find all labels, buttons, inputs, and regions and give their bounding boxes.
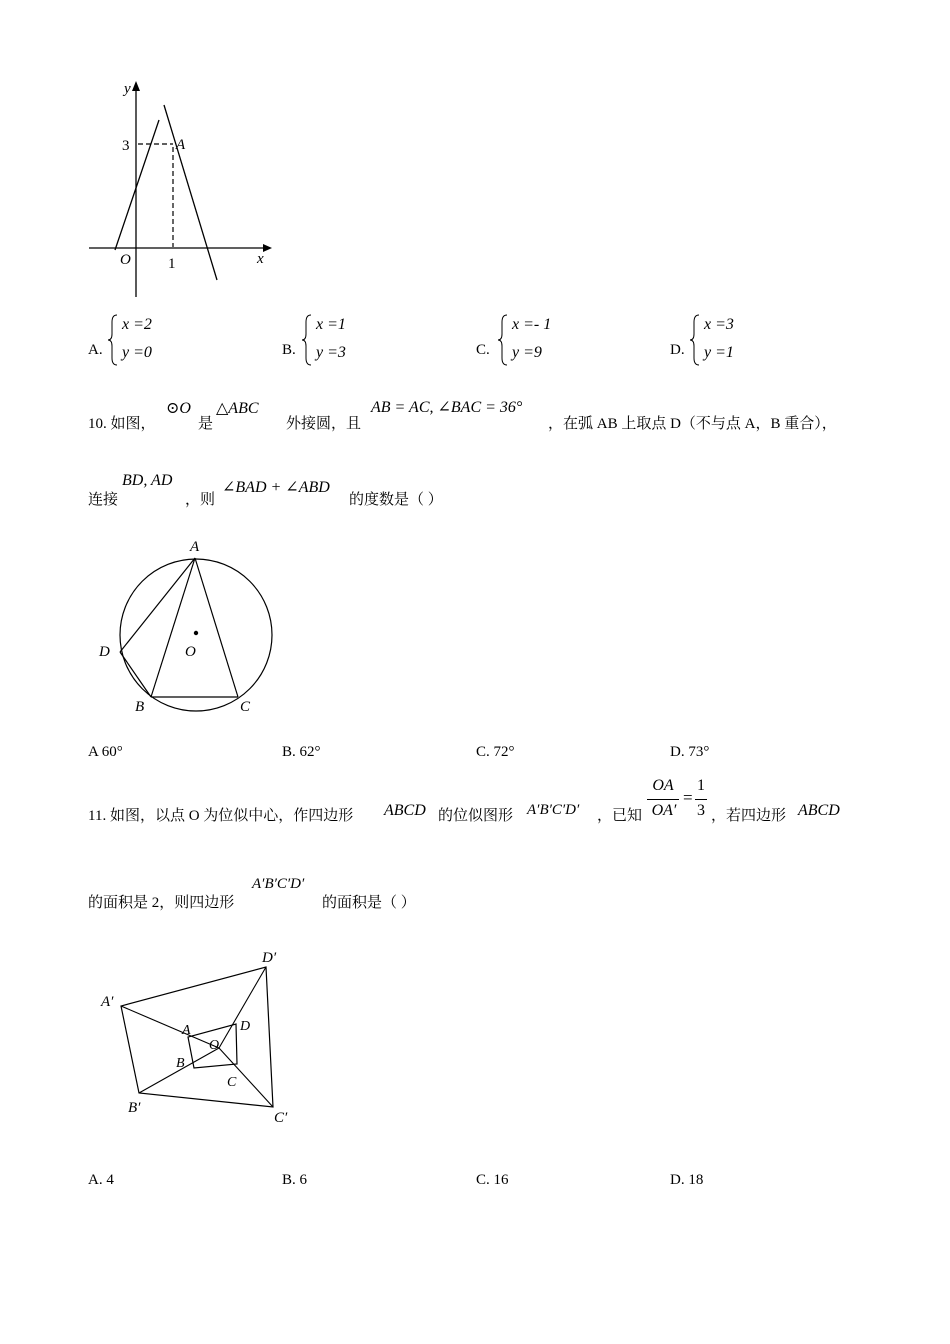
label-dprime: D′: [262, 950, 277, 966]
q10-ask: 的度数是（ ）: [349, 492, 443, 508]
equation-2: y =0: [122, 344, 152, 361]
homothety-figure: [95, 940, 305, 1130]
equation-1: x =3: [704, 316, 734, 333]
q11-quad-prime: A′B′C′D′: [527, 802, 580, 818]
q11-given: ，已知: [597, 808, 643, 824]
segment-ad: [120, 558, 195, 652]
q11-option-b[interactable]: B. 6: [282, 1172, 308, 1188]
q10-segments: BD, AD: [122, 472, 173, 489]
option-label: B.: [282, 342, 296, 358]
q10-option-c[interactable]: C. 72°: [476, 744, 515, 760]
option-label: D.: [670, 342, 685, 358]
equation-2: y =9: [512, 344, 542, 361]
line-decreasing: [164, 105, 217, 280]
x-axis-label: x: [257, 251, 264, 267]
brace-icon: [302, 314, 312, 366]
ray-o-dprime: [219, 967, 266, 1048]
q11-rhs-num: 1: [697, 777, 705, 794]
q11-option-c[interactable]: C. 16: [476, 1172, 509, 1188]
q10-number: 10. 如图，: [88, 416, 156, 432]
label-b: B: [176, 1056, 185, 1071]
equation-2: y =1: [704, 344, 734, 361]
brace-icon: [498, 314, 508, 366]
center-point: [194, 631, 198, 635]
label-o: O: [185, 644, 196, 660]
q11-number: 11. 如图，以点 O 为位似中心，作四边形: [88, 808, 354, 824]
y-tick-label: 3: [122, 138, 130, 154]
circle-triangle-figure: [92, 534, 292, 720]
q11-quad2: ABCD: [798, 802, 840, 819]
label-c: C: [240, 699, 251, 715]
label-bprime: B′: [128, 1100, 141, 1116]
label-aprime: A′: [101, 994, 114, 1010]
q11-line2-b: 的面积是（ ）: [322, 895, 416, 911]
label-o: O: [209, 1038, 220, 1053]
label-b: B: [135, 699, 145, 715]
q11-eq: =: [683, 788, 693, 807]
q10-is: 是: [198, 416, 214, 432]
q9-option-b[interactable]: [282, 312, 432, 368]
outer-quadrilateral: [121, 967, 273, 1107]
q10-option-a[interactable]: A 60°: [88, 744, 123, 760]
q10-angle-sum: ∠BAD + ∠ABD: [222, 479, 330, 496]
q11-line2-a: 的面积是 2，则四边形: [88, 895, 235, 911]
label-a: A: [190, 539, 200, 555]
q10-circle-o: ⊙O: [166, 400, 191, 417]
equation-2: y =3: [316, 344, 346, 361]
q11-rhs-den: 3: [697, 802, 705, 819]
q10-connect: 连接: [88, 492, 119, 508]
coordinate-graph: [85, 75, 275, 305]
q11-quad: ABCD: [384, 802, 426, 819]
option-label: C.: [476, 342, 490, 358]
label-d: D: [99, 644, 110, 660]
q9-option-c[interactable]: [476, 312, 626, 368]
q9-option-d[interactable]: [670, 312, 820, 368]
q10-condition: AB = AC, ∠BAC = 36°: [371, 399, 523, 416]
equation-1: x =2: [122, 316, 152, 333]
q10-tail: ，在弧 AB 上取点 D（不与点 A，B 重合），: [548, 416, 837, 432]
label-d: D: [240, 1019, 251, 1034]
x-tick-label: 1: [168, 256, 176, 272]
q10-triangle: △ABC: [216, 400, 259, 417]
q11-quad-prime2: A′B′C′D′: [252, 876, 305, 892]
q9-option-a[interactable]: [88, 312, 238, 368]
origin-label: O: [120, 252, 131, 268]
brace-icon: [108, 314, 118, 366]
segment-bd: [120, 652, 151, 697]
option-label: A.: [88, 342, 103, 358]
ray-o-aprime: [121, 1006, 219, 1048]
q11-option-a[interactable]: A. 4: [88, 1172, 114, 1188]
q11-rhs-bar: [695, 799, 707, 800]
brace-icon: [690, 314, 700, 366]
q11-if: ，若四边形: [711, 808, 787, 824]
q11-frac-num: OA: [652, 777, 674, 794]
y-axis-arrow: [132, 81, 140, 91]
segment-ab: [151, 558, 195, 697]
y-axis-label: y: [124, 81, 131, 97]
equation-1: x =- 1: [512, 316, 552, 333]
segment-ac: [195, 558, 238, 697]
q11-mid: 的位似图形: [438, 808, 514, 824]
label-cprime: C′: [274, 1110, 288, 1126]
label-a: A: [182, 1023, 191, 1038]
q10-option-b[interactable]: B. 62°: [282, 744, 321, 760]
q11-frac-bar: [647, 799, 679, 800]
q10-then: ，则: [185, 492, 216, 508]
x-axis-arrow: [263, 244, 272, 252]
point-a-label: A: [176, 137, 186, 153]
q11-option-d[interactable]: D. 18: [670, 1172, 704, 1188]
equation-1: x =1: [316, 316, 346, 333]
label-c: C: [227, 1075, 237, 1090]
q11-frac-den: OA′: [651, 802, 677, 819]
q10-circumcircle: 外接圆，且: [286, 416, 362, 432]
q10-option-d[interactable]: D. 73°: [670, 744, 710, 760]
